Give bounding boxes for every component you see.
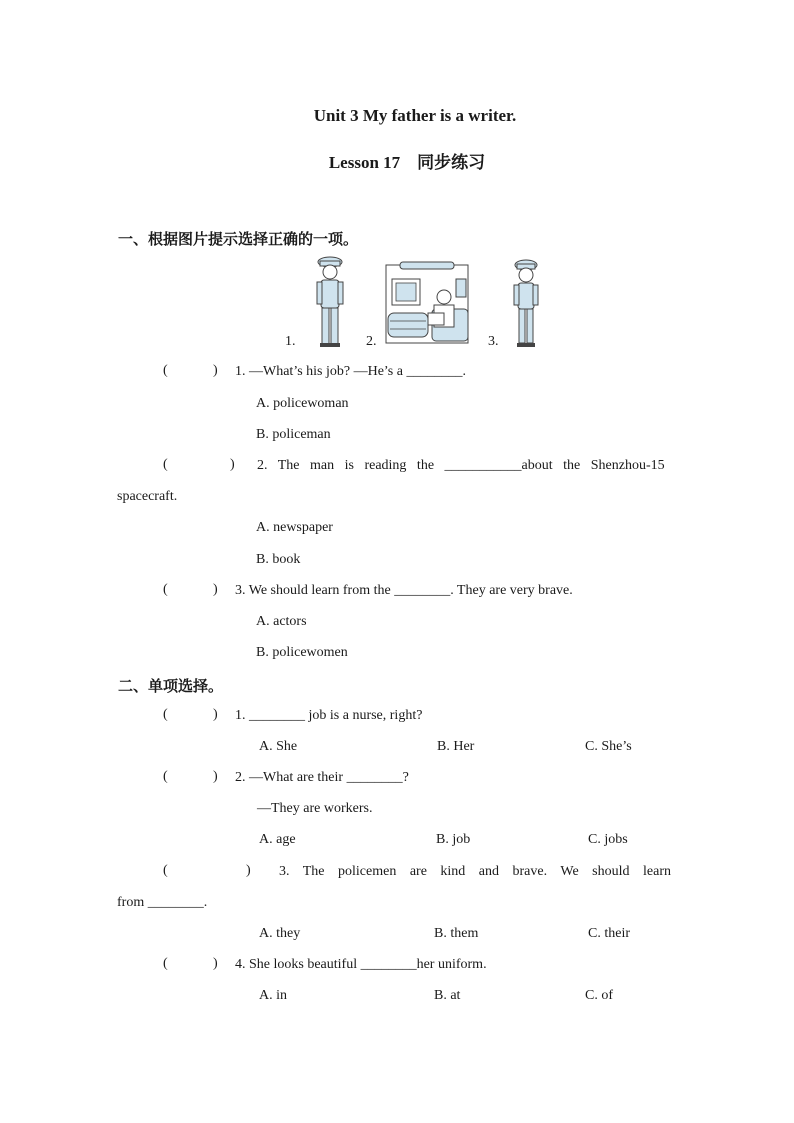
- picture-label-3: 3.: [488, 334, 499, 349]
- page-title: Unit 3 My father is a writer.: [313, 106, 517, 125]
- option-b: B. book: [256, 552, 301, 567]
- option-a: A. She: [259, 739, 298, 754]
- option-a: A. newspaper: [256, 520, 333, 535]
- policeman-illustration: [312, 254, 348, 350]
- answer-paren-open: (: [163, 956, 168, 971]
- question-stem: 3. The policemen are kind and brave. We should learn: [279, 864, 671, 879]
- section-heading-2: 二、单项选择。: [118, 679, 224, 695]
- question-stem-continued: from ________.: [117, 895, 208, 910]
- man-reading-illustration: [384, 261, 470, 345]
- question-stem: 2. —What are their ________?: [235, 770, 409, 785]
- option-c: C. of: [585, 988, 613, 1003]
- option-a: A. age: [259, 832, 296, 847]
- picture-label-1: 1.: [285, 334, 296, 349]
- section-heading-1: 一、根据图片提示选择正确的一项。: [118, 232, 359, 248]
- answer-paren-open: (: [163, 769, 168, 784]
- answer-paren-open: (: [163, 707, 168, 722]
- question-stem: 2. The man is reading the ___________about the Shenzhou-15: [257, 458, 665, 473]
- question-stem-continued: spacecraft.: [117, 489, 178, 504]
- policewoman-illustration: [510, 258, 542, 350]
- option-a: A. in: [259, 988, 287, 1003]
- answer-paren-close: ): [213, 582, 218, 597]
- option-c: C. She’s: [585, 739, 632, 754]
- answer-paren-close: ): [230, 457, 235, 472]
- option-b: B. policewomen: [256, 645, 348, 660]
- option-c: C. their: [588, 926, 630, 941]
- answer-paren-close: ): [213, 956, 218, 971]
- option-a: A. they: [259, 926, 301, 941]
- question-stem: 4. She looks beautiful ________her uniform.: [235, 957, 487, 972]
- picture-label-2: 2.: [366, 334, 377, 349]
- question-stem: 1. —What’s his job? —He’s a ________.: [235, 364, 466, 379]
- answer-paren-close: ): [213, 363, 218, 378]
- question-stem: 1. ________ job is a nurse, right?: [235, 708, 423, 723]
- option-c: C. jobs: [588, 832, 628, 847]
- question-stem-continued: —They are workers.: [257, 801, 373, 816]
- option-b: B. at: [434, 988, 461, 1003]
- option-b: B. them: [434, 926, 479, 941]
- answer-paren-open: (: [163, 457, 168, 472]
- answer-paren-close: ): [246, 863, 251, 878]
- option-b: B. Her: [437, 739, 475, 754]
- option-a: A. policewoman: [256, 396, 349, 411]
- answer-paren-close: ): [213, 769, 218, 784]
- answer-paren-open: (: [163, 582, 168, 597]
- answer-paren-open: (: [163, 863, 168, 878]
- option-a: A. actors: [256, 614, 307, 629]
- option-b: B. job: [436, 832, 471, 847]
- page-subtitle: Lesson 17 同步练习: [328, 153, 486, 172]
- answer-paren-open: (: [163, 363, 168, 378]
- question-stem: 3. We should learn from the ________. They are very brave.: [235, 583, 573, 598]
- option-b: B. policeman: [256, 427, 331, 442]
- answer-paren-close: ): [213, 707, 218, 722]
